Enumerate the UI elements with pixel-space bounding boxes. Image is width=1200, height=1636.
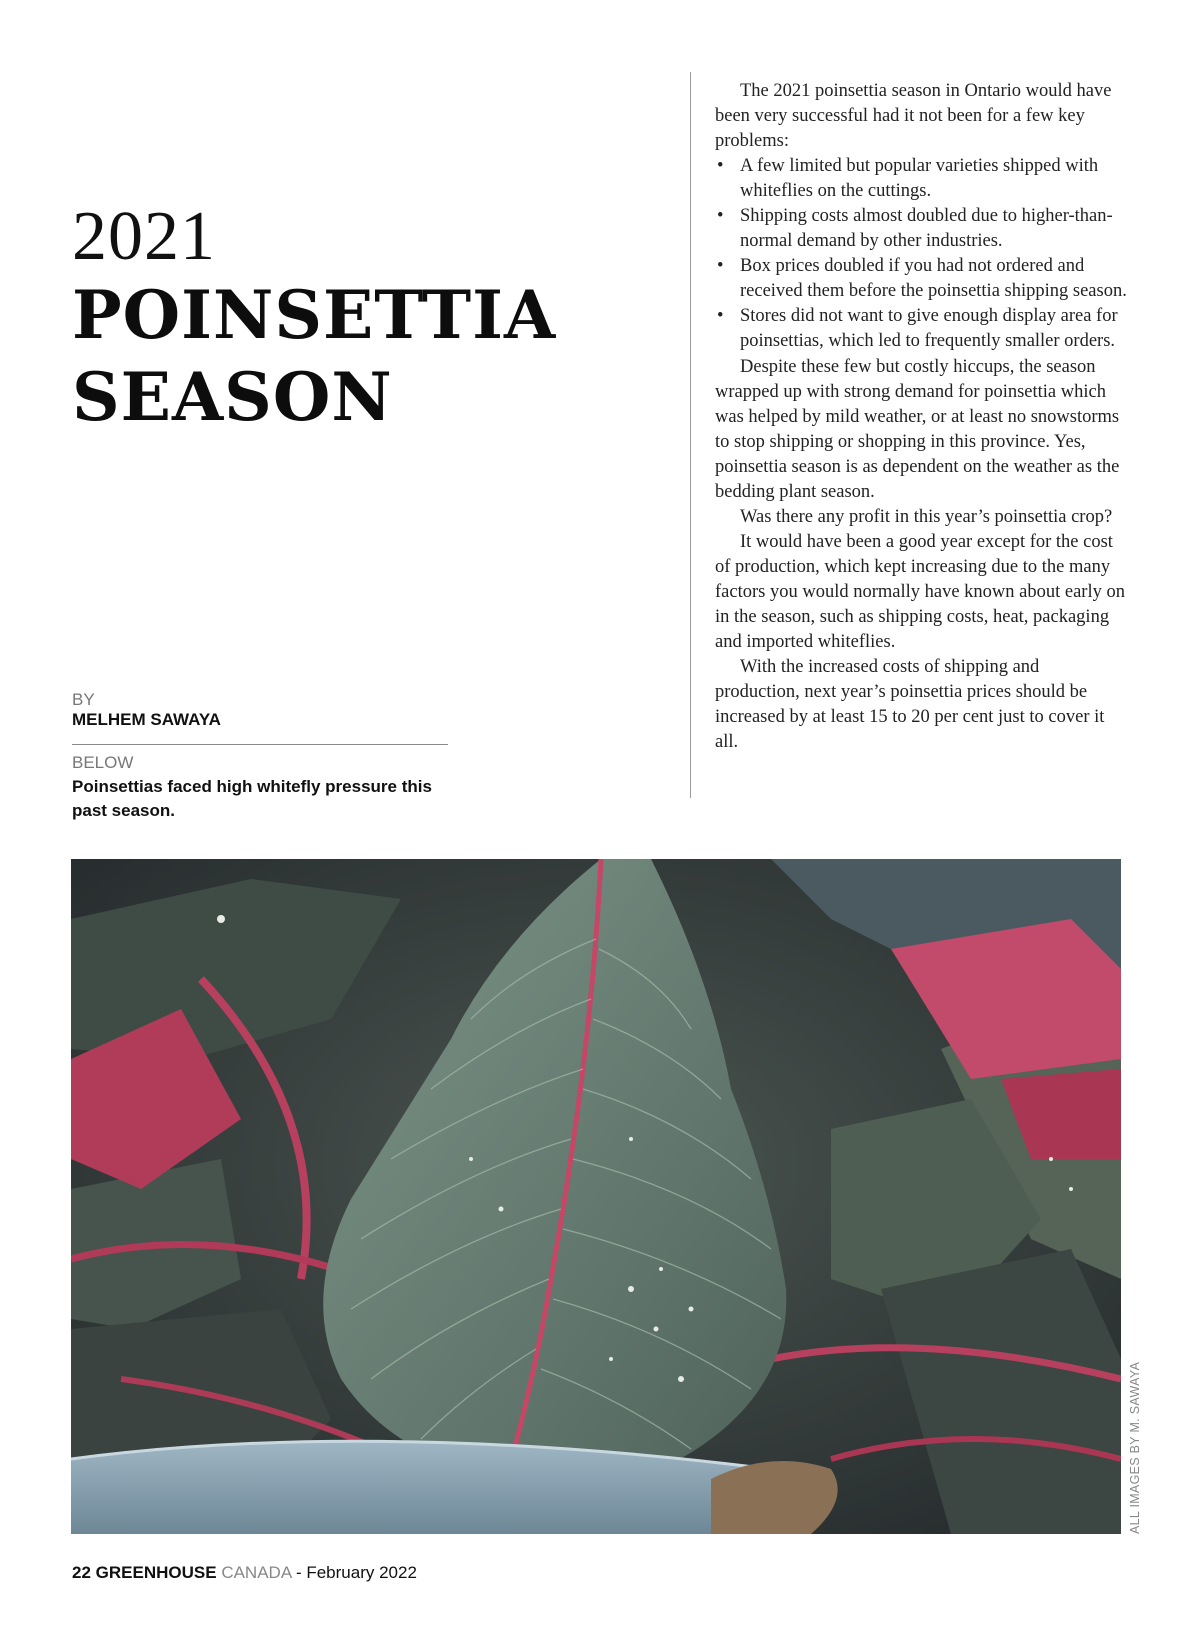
column-divider <box>690 72 691 798</box>
footer-separator: - <box>291 1563 307 1582</box>
body-paragraph: With the increased costs of shipping and production, next year’s poinsettia prices should be increased by at least 15 to 20 per cent just to cover it all. <box>715 657 1105 753</box>
magazine-brand: GREENHOUSE <box>95 1563 217 1582</box>
magazine-brand-suffix: CANADA <box>221 1563 292 1582</box>
list-item: • Shipping costs almost doubled due to higher-than-normal demand by other industries. <box>717 206 1113 252</box>
title-line-2: SEASON <box>72 358 393 436</box>
article-body <box>715 79 1127 755</box>
body-paragraph: Despite these few but costly hiccups, the season wrapped up with strong demand for poinsettia which was helped by mild weather, or at least no snowstorms to stop shipping or shopping in this province. Yes, poinsettia season is as dependent on the weather as the bedding plant season. <box>715 356 1120 502</box>
title-year: 2021 <box>72 198 216 275</box>
below-label: BELOW <box>72 753 134 772</box>
bullet-icon: • <box>717 156 724 177</box>
article-title <box>72 200 632 438</box>
list-item: • Box prices doubled if you had not ordered and received them before the poinsettia shipping season. <box>717 256 1127 302</box>
poinsettia-leaf-photo <box>71 859 1121 1534</box>
problem-list <box>715 154 1127 354</box>
body-paragraph: Was there any profit in this year’s poinsettia crop? <box>740 506 1113 527</box>
bullet-icon: • <box>717 256 724 277</box>
page-footer <box>72 1563 417 1583</box>
photo-credit: ALL IMAGES BY M. SAWAYA <box>1128 1361 1142 1534</box>
page-number: 22 <box>72 1563 91 1582</box>
bullet-icon: • <box>717 206 724 227</box>
intro-paragraph: The 2021 poinsettia season in Ontario would have been very successful had it not been for a few key problems: <box>715 81 1112 152</box>
author-name: MELHEM SAWAYA <box>72 710 221 729</box>
byline-block <box>72 690 448 823</box>
issue-date: February 2022 <box>306 1563 417 1582</box>
by-label: BY <box>72 690 95 709</box>
body-paragraph: It would have been a good year except for the cost of production, which kept increasing due to the many factors you would normally have known about early on in the season, such as shipping costs, heat, packaging and imported whiteflies. <box>715 531 1125 653</box>
list-item: • A few limited but popular varieties shipped with whiteflies on the cuttings. <box>717 156 1099 202</box>
byline-divider <box>72 744 448 745</box>
bullet-icon: • <box>717 306 724 327</box>
list-item: • Stores did not want to give enough display area for poinsettias, which led to frequently smaller orders. <box>717 306 1118 352</box>
photo-caption: Poinsettias faced high whitefly pressure this past season. <box>72 777 432 820</box>
title-line-1: POINSETTIA <box>72 276 557 354</box>
